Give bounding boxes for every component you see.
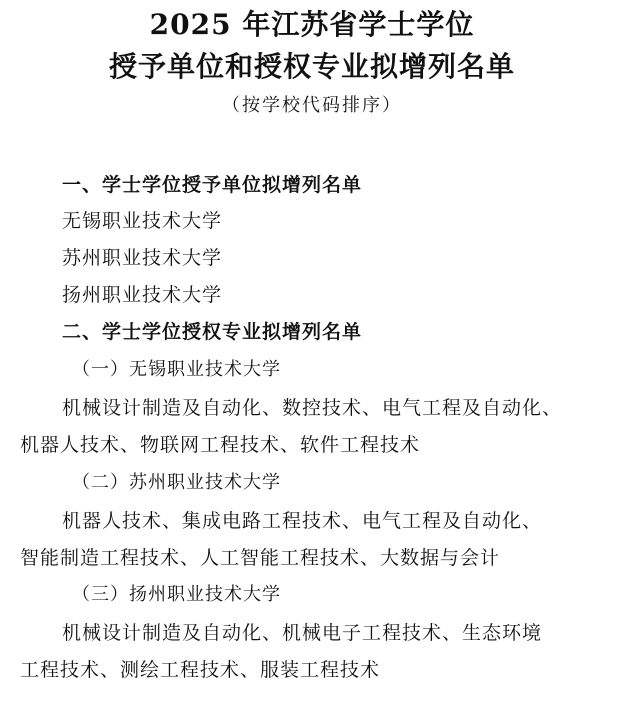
document-title-line-1: 2025 年江苏省学士学位 bbox=[149, 8, 475, 41]
university-item: 扬州职业技术大学 bbox=[62, 284, 223, 306]
university-item: 无锡职业技术大学 bbox=[62, 210, 223, 232]
group-1-majors-line-1: 机械设计制造及自动化、数控技术、电气工程及自动化、 bbox=[62, 397, 563, 419]
group-2-majors-line-1: 机器人技术、集成电路工程技术、电气工程及自动化、 bbox=[62, 510, 543, 532]
group-3-majors-line-2: 工程技术、测绘工程技术、服装工程技术 bbox=[20, 659, 381, 681]
section-1-heading: 一、学士学位授予单位拟增列名单 bbox=[62, 174, 363, 196]
group-3-label: （三）扬州职业技术大学 bbox=[72, 584, 281, 605]
group-1-majors-line-2: 机器人技术、物联网工程技术、软件工程技术 bbox=[20, 434, 421, 456]
group-2-majors-line-2: 智能制造工程技术、人工智能工程技术、大数据与会计 bbox=[20, 547, 501, 569]
group-2-label: （二）苏州职业技术大学 bbox=[72, 472, 281, 493]
group-1-label: （一）无锡职业技术大学 bbox=[72, 359, 281, 380]
group-3-majors-line-1: 机械设计制造及自动化、机械电子工程技术、生态环境 bbox=[62, 622, 543, 644]
document-title-line-2: 授予单位和授权专业拟增列名单 bbox=[108, 50, 515, 83]
document-subtitle: （按学校代码排序） bbox=[222, 95, 402, 116]
section-2-heading: 二、学士学位授权专业拟增列名单 bbox=[62, 321, 363, 343]
university-item: 苏州职业技术大学 bbox=[62, 247, 223, 269]
